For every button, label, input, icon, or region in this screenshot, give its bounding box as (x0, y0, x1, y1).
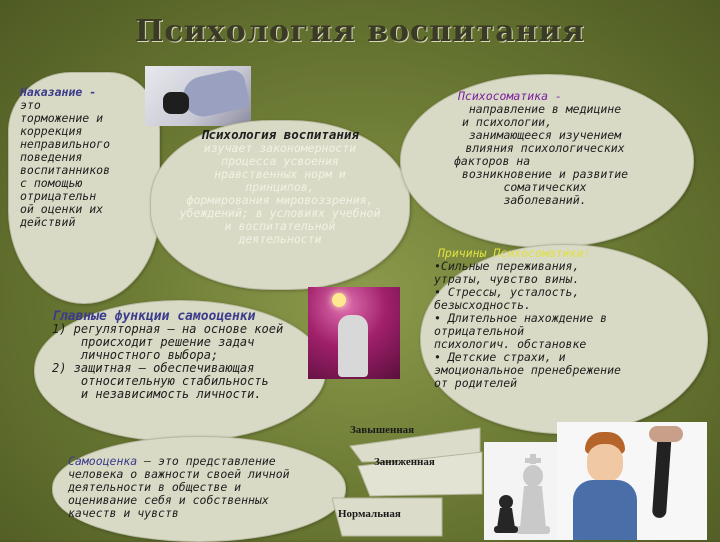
self-esteem-functions-text (52, 310, 320, 401)
punishment-line: коррекция (20, 124, 83, 138)
psych-edu-line: деятельности (238, 232, 322, 246)
self-esteem-functions-heading: Главные функции самооценки (52, 309, 256, 324)
causes-line: отрицательной (434, 324, 525, 338)
punishment-heading: Наказание - (20, 85, 97, 99)
self-esteem-heading: Самооценка (68, 454, 138, 468)
arm-shape (180, 68, 251, 120)
level-low-label: Заниженная (374, 456, 435, 468)
psychosomatics-line: факторов на (454, 154, 531, 168)
causes-line: утраты, чувство вины. (434, 272, 580, 286)
causes-line: эмоциональное пренебрежение (434, 363, 621, 377)
light-glow (332, 293, 346, 307)
self-esteem-functions-line: 1) регуляторная — на основе коей (52, 322, 284, 336)
punishment-text (20, 86, 160, 229)
psychosomatics-line: занимающееся изучением (468, 128, 622, 142)
self-esteem-functions-line: относительную стабильность (52, 374, 269, 388)
punishment-line: с помощью (20, 176, 83, 190)
psych-edu-text (160, 128, 400, 246)
causes-line: психологич. обстановке (434, 337, 587, 351)
self-esteem-line: человека о важности своей личной (68, 467, 290, 481)
psych-edu-heading: Психология воспитания (200, 127, 360, 142)
psychosomatics-line: возникновение и развитие (461, 167, 629, 181)
hand-shape (163, 92, 189, 114)
self-esteem-line: качеств и чувств (68, 506, 179, 520)
self-esteem-functions-line: 2) защитная — обеспечивающая (52, 361, 255, 375)
self-esteem-functions-line: происходит решение задач (52, 335, 255, 349)
punishment-line: неправильного (20, 137, 111, 151)
causes-line: •Сильные переживания, (434, 259, 580, 273)
figure-shape (338, 315, 368, 377)
causes-line: • Стрессы, усталость, (434, 285, 580, 299)
punishment-line: ой оценки их (20, 202, 104, 216)
chess-pieces-icon (484, 442, 564, 540)
psychosomatics-text (410, 90, 680, 207)
psych-edu-line: нравственных норм и (214, 167, 346, 181)
psych-edu-line: убеждений; в условиях учебной (179, 206, 381, 220)
psychosomatics-heading: Психосоматика - (458, 89, 562, 103)
punishment-line: воспитанников (20, 163, 111, 177)
causes-line: • Длительное нахождение в (434, 311, 608, 325)
self-esteem-functions-line: личностного выбора; (52, 348, 219, 362)
psychosomatics-line: соматических (503, 180, 587, 194)
self-esteem-first-line-rest: — это представление (137, 454, 276, 468)
chess-photo (484, 442, 564, 540)
level-high-label: Завышенная (350, 424, 415, 436)
psych-edu-line: принципов, (245, 180, 315, 194)
causes-line: от родителей (434, 376, 518, 390)
causes-line: • Детские страхи, и (434, 350, 566, 364)
psych-edu-line: процесса усвоения (221, 154, 339, 168)
causes-heading: Причины Психосоматики: (438, 246, 591, 260)
boy-face (587, 444, 623, 482)
punishment-line: отрицательн (20, 189, 97, 203)
punishment-line: это (20, 98, 41, 112)
psych-edu-line: изучает закономерности (203, 141, 357, 155)
punishment-line: поведения (20, 150, 83, 164)
self-esteem-text (68, 455, 338, 520)
light-bulb-photo (308, 287, 400, 379)
psychosomatics-line: влияния психологических (465, 141, 625, 155)
psych-edu-line: формирования мировоззрения, (186, 193, 374, 207)
level-normal-label: Нормальная (338, 508, 401, 520)
causes-text (434, 247, 696, 390)
psychosomatics-line: заболеваний. (503, 193, 587, 207)
hand-photo (145, 66, 251, 126)
psychosomatics-line: и психологии, (462, 115, 553, 129)
psychosomatics-line: направление в медицине (468, 102, 622, 116)
psych-edu-line: и воспитательной (224, 219, 336, 233)
self-esteem-line: деятельности в обществе и (68, 480, 242, 494)
causes-line: безысходность. (434, 298, 531, 312)
punishment-line: торможение и (20, 111, 104, 125)
page-title: Психология воспитания (135, 14, 585, 49)
boy-photo (557, 422, 707, 540)
grip-hand (649, 426, 683, 442)
levels-arrows (332, 418, 492, 540)
self-esteem-line: оценивание себя и собственных (68, 493, 269, 507)
punishment-line: действий (20, 215, 76, 229)
self-esteem-functions-line: и независимость личности. (52, 387, 262, 401)
boy-body (573, 480, 637, 540)
